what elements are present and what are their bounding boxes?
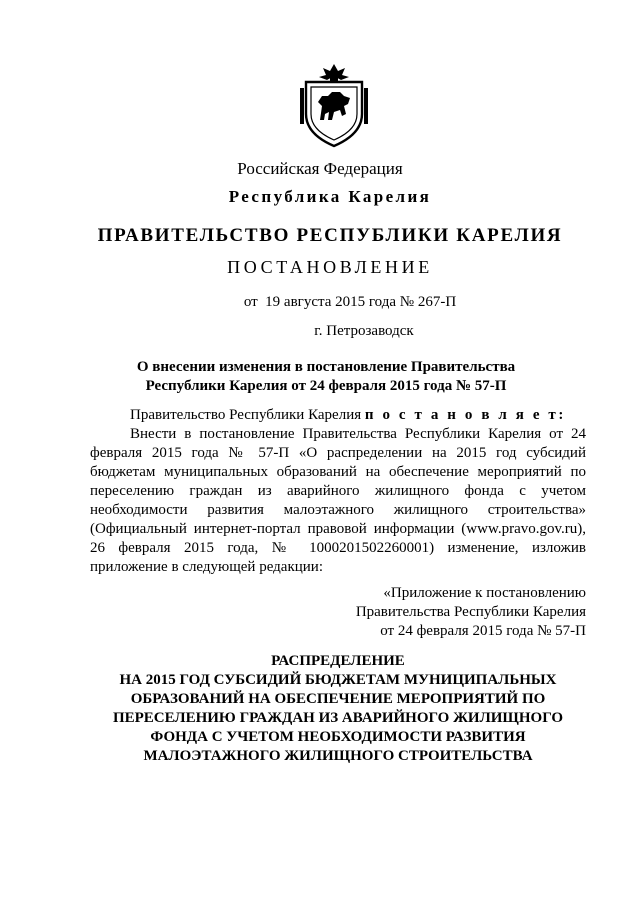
annex-line: «Приложение к постановлению xyxy=(383,585,586,601)
annex-line: Правительства Республики Карелия xyxy=(355,604,586,620)
document-subject xyxy=(96,358,556,396)
government-title: ПРАВИТЕЛЬСТВО РЕСПУБЛИКИ КАРЕЛИЯ xyxy=(97,225,563,246)
title-line: МАЛОЭТАЖНОГО ЖИЛИЩНОГО СТРОИТЕЛЬСТВА xyxy=(143,748,533,764)
country-label: Российская Федерация xyxy=(237,159,403,178)
annex-reference xyxy=(330,584,586,641)
document-type: ПОСТАНОВЛЕНИЕ xyxy=(227,257,433,277)
subject-line: О внесении изменения в постановление Правительства xyxy=(136,359,516,375)
title-line: ПЕРЕСЕЛЕНИЮ ГРАЖДАН ИЗ АВАРИЙНОГО ЖИЛИЩНОГО xyxy=(112,710,564,726)
title-line: НА 2015 ГОД СУБСИДИЙ БЮДЖЕТАМ МУНИЦИПАЛЬНЫХ xyxy=(119,672,557,688)
title-line: РАСПРЕДЕЛЕНИЕ xyxy=(271,653,405,669)
intro-verb: п о с т а н о в л я е т: xyxy=(364,407,566,423)
title-line: ФОНДА С УЧЕТОМ НЕОБХОДИМОСТИ РАЗВИТИЯ xyxy=(150,729,526,745)
document-date: от 19 августа 2015 года № 267-П xyxy=(243,294,457,310)
main-paragraph: Внести в постановление Правительства Республики Карелия от 24 февраля 2015 года № 57-П «О распределении на 2015 год субсидий бюджетам муниципальных образований на обеспечение мероприятий по переселению граждан из аварийного жилищного фонда с учетом необходимости развития малоэтажного жилищного строительства» (Официальный интернет-портал правовой информации (www.pravo.gov.ru), 26 февраля 2015 года, № 1000201502260001) изменение, изложив приложение в следующей редакции: xyxy=(90,426,586,575)
intro-paragraph xyxy=(90,406,586,425)
distribution-title xyxy=(90,652,586,766)
title-line: ОБРАЗОВАНИЙ НА ОБЕСПЕЧЕНИЕ МЕРОПРИЯТИЙ ПО xyxy=(130,691,546,707)
document-body xyxy=(90,406,586,577)
subject-line: Республики Карелия от 24 февраля 2015 года № 57-П xyxy=(145,378,507,394)
karelia-coat-of-arms-icon xyxy=(296,62,372,148)
intro-text: Правительство Республики Карелия xyxy=(130,407,365,423)
document-city: г. Петрозаводск xyxy=(314,323,414,339)
annex-line: от 24 февраля 2015 года № 57-П xyxy=(380,623,586,639)
republic-label: Республика Карелия xyxy=(228,187,432,206)
